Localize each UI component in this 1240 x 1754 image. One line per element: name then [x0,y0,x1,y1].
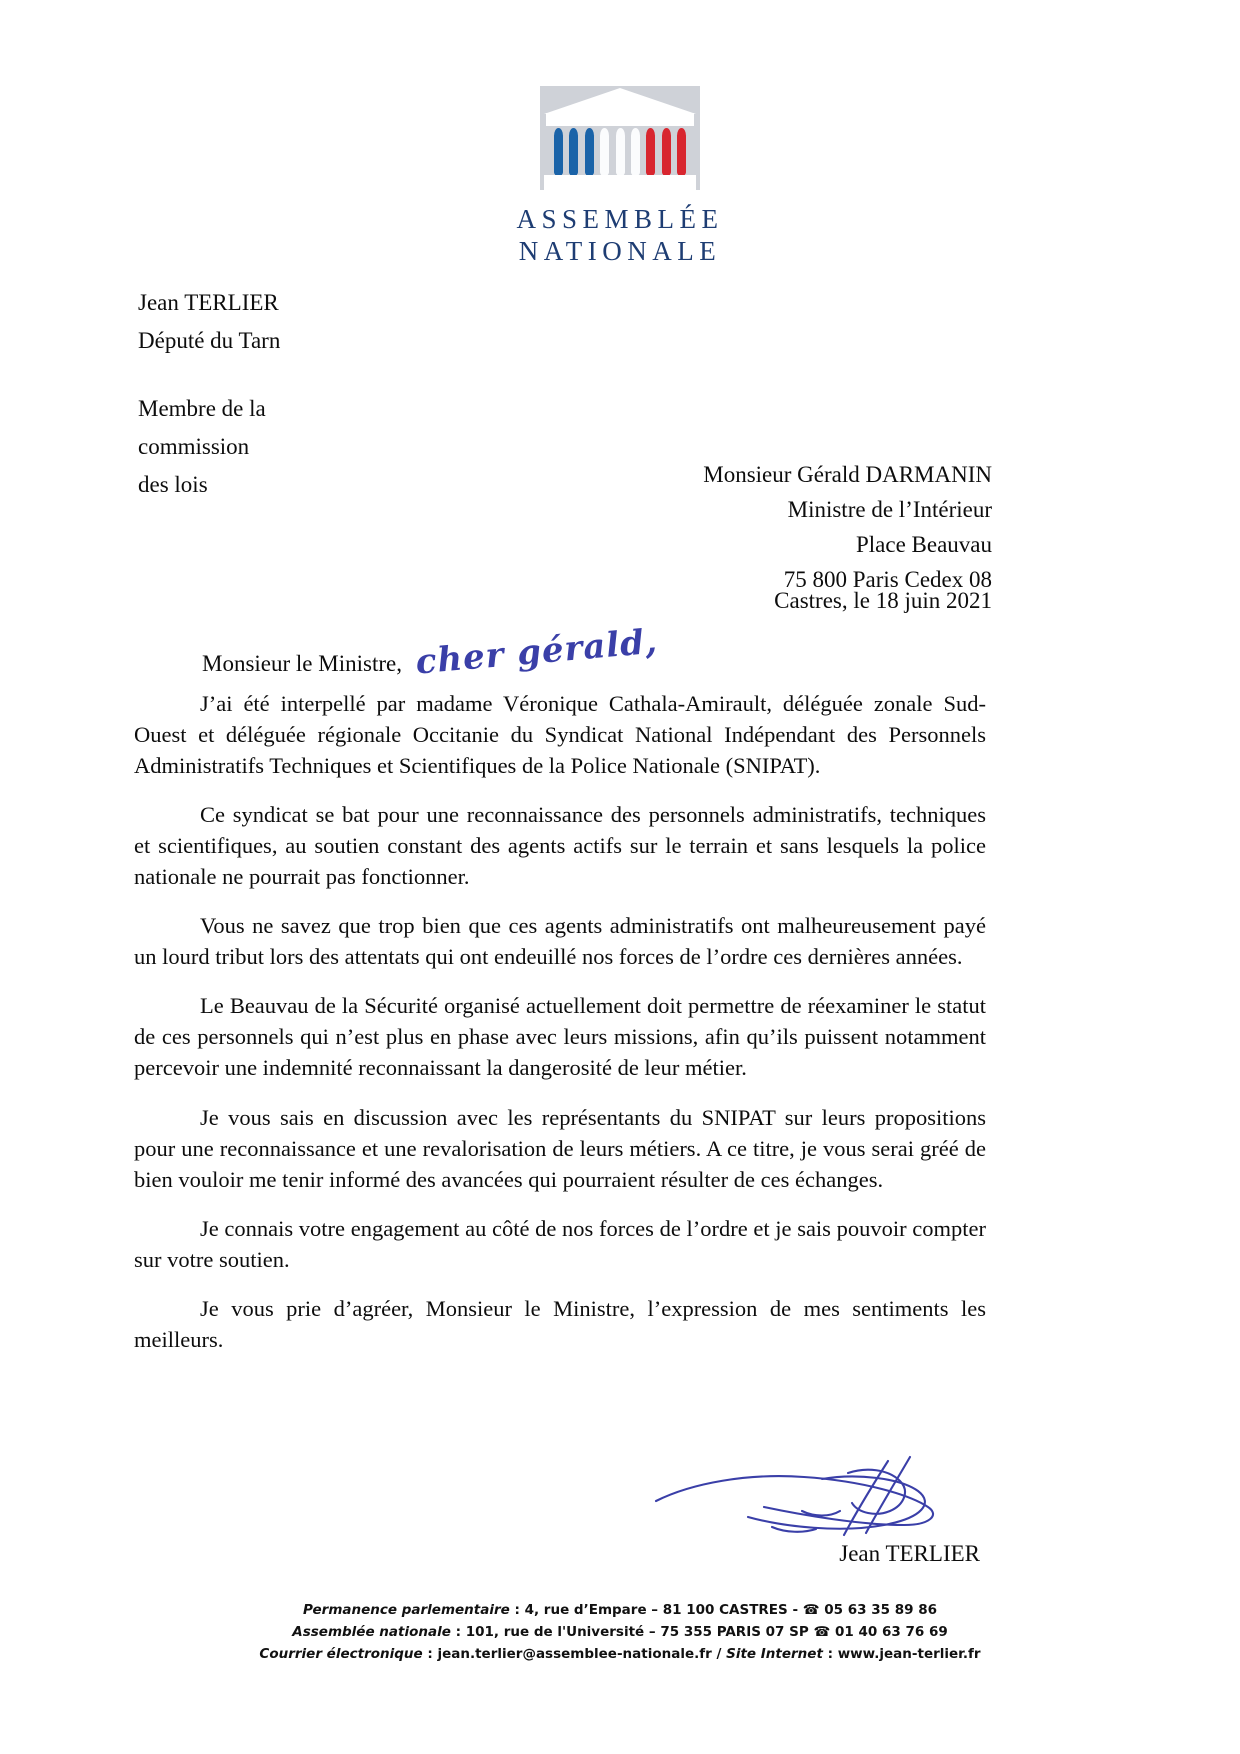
salutation-printed: Monsieur le Ministre, [202,651,402,676]
body-paragraph-4: Le Beauvau de la Sécurité organisé actuellement doit permettre de réexaminer le statut de ces personnels qui n’est plus en phase avec leurs missions, afin qu’ils puissent notamment percevoir une indemnité reconnaissant la dangerosité de leur métier. [134,993,986,1081]
assemblee-nationale-logo [0,86,1240,268]
footer-website-value[interactable]: : www.jean-terlier.fr [827,1646,981,1663]
recipient-address-block [703,458,992,598]
footer-permanence-phone: 05 63 35 89 86 [824,1602,938,1619]
colonnade-group [554,128,686,176]
phone-icon-2: ☎ [813,1624,831,1641]
signature-block [652,1455,992,1567]
column-6-white [631,128,640,176]
body-paragraph-5: Je vous sais en discussion avec les représentants du SNIPAT sur leurs propositions pour une reconnaissance et une revalorisation de leurs métiers. A ce titre, je vous serai gréé de bien vouloir me tenir informé des avancées qui pourraient résulter de ces échanges. [134,1104,986,1192]
body-paragraph-7: Je vous prie d’agréer, Monsieur le Ministre, l’expression de mes sentiments les meilleurs. [134,1295,986,1352]
recipient-postal: 75 800 Paris Cedex 08 [783,566,992,592]
column-8-red [662,128,671,176]
footer-line-assemblee [0,1622,1240,1644]
phone-icon: ☎ [802,1602,820,1619]
pediment-shape [544,88,696,114]
footer-assemblee-phone: 01 40 63 76 69 [835,1624,948,1641]
stylobate-shape [544,175,696,191]
footer-assemblee-label: Assemblée nationale [292,1624,451,1641]
handwritten-salutation-annotation: cher gérald, [413,621,660,683]
sender-committee-line-2: commission [138,433,250,459]
footer-line-contact [0,1644,1240,1666]
column-3-blue [585,128,594,176]
column-9-red [677,128,686,176]
footer-email-label: Courrier électronique [259,1646,423,1663]
footer-email-value[interactable]: : jean.terlier@assemblee-nationale.fr / [427,1646,722,1663]
logo-wordmark [516,204,723,268]
footer-assemblee-value: : 101, rue de l'Université – 75 355 PARIS 07 SP [455,1624,809,1641]
body-paragraph-6: Je connais votre engagement au côté de nos forces de l’ordre et je sais pouvoir compter sur votre soutien. [134,1215,986,1272]
footer-permanence-label: Permanence parlementaire [302,1602,510,1619]
body-paragraph-3: Vous ne savez que trop bien que ces agents administratifs ont malheureusement payé un lourd tribut lors des attentats qui ont endeuillé nos forces de l’ordre ces dernières années. [134,913,986,970]
column-7-red [646,128,655,176]
letter-body [134,688,986,1373]
assembly-building-icon [540,86,700,194]
sender-committee-line-1: Membre de la [138,395,266,421]
salutation-block [202,621,660,683]
sender-name: Jean TERLIER [138,290,279,315]
column-5-white [616,128,625,176]
body-paragraph-2: Ce syndicat se bat pour une reconnaissance des personnels administratifs, techniques et scientifiques, au soutien constant des agents actifs sur le terrain et sans lesquels la police nationale ne pourrait pas fonctionner. [134,802,986,890]
sender-block [138,284,280,504]
architrave-shape [546,113,694,126]
logo-wordmark-line-1: ASSEMBLÉE [516,204,724,234]
signature-name: Jean TERLIER [839,1541,980,1566]
column-2-blue [569,128,578,176]
footer-website-label: Site Internet [726,1646,823,1663]
sender-committee-line-3: des lois [138,471,208,497]
recipient-street: Place Beauvau [855,531,992,557]
column-4-white [600,128,609,176]
logo-wordmark-line-2: NATIONALE [518,235,722,266]
sender-role: Député du Tarn [138,327,281,353]
body-paragraph-1: J’ai été interpellé par madame Véronique Cathala-Amirault, déléguée zonale Sud-Ouest et déléguée régionale Occitanie du Syndicat National Indépendant des Personnels Administratifs Techniques et Scientifiques de la Police Nationale (SNIPAT). [134,691,986,779]
dateline: Castres, le 18 juin 2021 [774,588,992,613]
recipient-title: Ministre de l’Intérieur [787,496,992,522]
column-1-blue [554,128,563,176]
base-trim-shape [540,190,700,194]
sender-spacer [138,360,280,390]
letterhead-footer [0,1600,1240,1666]
footer-line-permanence [0,1600,1240,1622]
footer-permanence-value: : 4, rue d’Empare – 81 100 CASTRES - [514,1602,799,1619]
recipient-name: Monsieur Gérald DARMANIN [703,462,992,487]
handwritten-signature-mark [652,1455,992,1541]
